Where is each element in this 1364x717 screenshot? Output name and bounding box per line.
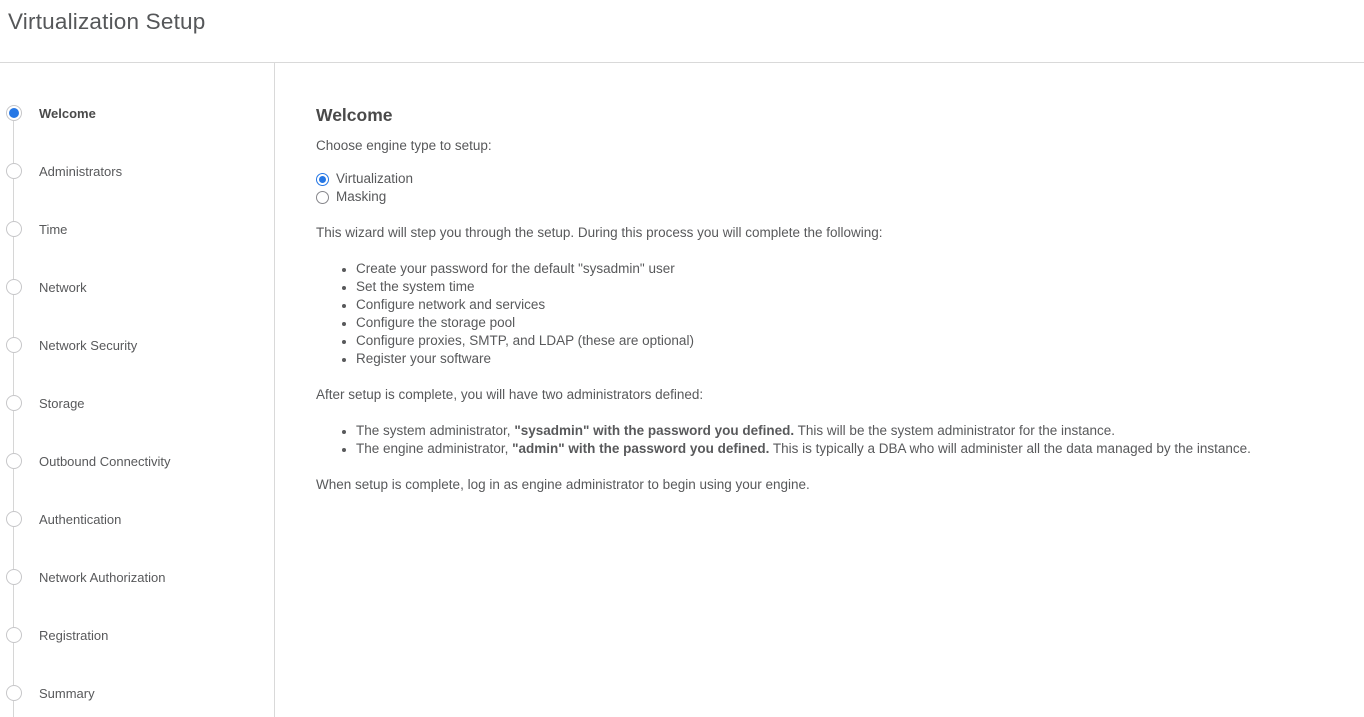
- list-item: [356, 422, 1334, 440]
- wizard-content-pane: [275, 63, 1364, 717]
- admin-text-prefix: The engine administrator,: [356, 441, 513, 456]
- sidebar-item-label: Outbound Connectivity: [39, 453, 171, 469]
- step-radio-unselected-icon: [6, 337, 22, 353]
- admin-list: [316, 422, 1334, 458]
- wizard-step-sidebar: [0, 63, 275, 717]
- sidebar-item-label: Network Security: [39, 337, 138, 353]
- engine-option-virtualization[interactable]: [316, 170, 1334, 188]
- sidebar-item-summary[interactable]: [0, 664, 274, 717]
- admin-text-suffix: This is typically a DBA who will administer all the data managed by the instance.: [769, 441, 1251, 456]
- step-radio-unselected-icon: [6, 685, 22, 701]
- sidebar-item-label: Storage: [39, 395, 85, 411]
- sidebar-item-network-authorization[interactable]: [0, 548, 274, 606]
- sidebar-item-label: Administrators: [39, 163, 123, 179]
- sidebar-item-time[interactable]: [0, 200, 274, 258]
- step-radio-unselected-icon: [6, 453, 22, 469]
- sidebar-item-label: Network: [39, 279, 87, 295]
- page-header: [0, 0, 1364, 63]
- choose-engine-label: Choose engine type to setup:: [316, 138, 492, 153]
- page-title: Virtualization Setup: [8, 9, 206, 34]
- step-radio-unselected-icon: [6, 627, 22, 643]
- admin-text-prefix: The system administrator,: [356, 423, 515, 438]
- sidebar-item-label: Registration: [39, 627, 109, 643]
- step-radio-unselected-icon: [6, 395, 22, 411]
- step-radio-unselected-icon: [6, 511, 22, 527]
- sidebar-item-label: Network Authorization: [39, 569, 166, 585]
- sidebar-item-administrators[interactable]: [0, 142, 274, 200]
- sidebar-item-label: Summary: [39, 685, 95, 701]
- wizard-outro-text: When setup is complete, log in as engine administrator to begin using your engine.: [316, 477, 810, 492]
- sidebar-item-network[interactable]: [0, 258, 274, 316]
- sidebar-item-label: Authentication: [39, 511, 122, 527]
- step-radio-unselected-icon: [6, 569, 22, 585]
- wizard-intro-text: This wizard will step you through the setup. During this process you will complete the following:: [316, 225, 883, 240]
- engine-type-radio-group: [316, 170, 1334, 206]
- sidebar-item-welcome[interactable]: [0, 84, 274, 142]
- radio-label: Virtualization: [336, 171, 414, 186]
- sidebar-item-label: Time: [39, 221, 68, 237]
- list-item: [356, 440, 1334, 458]
- sidebar-item-storage[interactable]: [0, 374, 274, 432]
- admins-intro-text: After setup is complete, you will have two administrators defined:: [316, 387, 704, 402]
- content-heading: Welcome: [316, 105, 393, 125]
- radio-label: Masking: [336, 189, 387, 204]
- sidebar-item-network-security[interactable]: [0, 316, 274, 374]
- list-item: • Configure proxies, SMTP, and LDAP (these are optional): [356, 332, 1334, 350]
- sidebar-item-label: Welcome: [39, 105, 96, 121]
- step-radio-unselected-icon: [6, 279, 22, 295]
- admin-text-bold: "sysadmin" with the password you defined.: [514, 423, 795, 438]
- list-item: • Create your password for the default "sysadmin" user: [356, 260, 1334, 278]
- sidebar-item-authentication[interactable]: [0, 490, 274, 548]
- radio-selected-icon[interactable]: [316, 173, 329, 186]
- step-radio-unselected-icon: [6, 163, 22, 179]
- engine-option-masking[interactable]: [316, 188, 1334, 206]
- list-item: • Register your software: [356, 350, 1334, 368]
- step-radio-selected-icon: [6, 105, 22, 121]
- step-radio-unselected-icon: [6, 221, 22, 237]
- sidebar-item-registration[interactable]: [0, 606, 274, 664]
- sidebar-item-outbound-connectivity[interactable]: [0, 432, 274, 490]
- setup-task-list: [316, 260, 1334, 368]
- radio-dot-icon: [9, 108, 19, 118]
- wizard-layout: [0, 63, 1364, 717]
- admin-text-bold: "admin" with the password you defined.: [512, 441, 770, 456]
- list-item: • Configure network and services: [356, 296, 1334, 314]
- list-item: • Configure the storage pool: [356, 314, 1334, 332]
- admin-text-suffix: This will be the system administrator for the instance.: [794, 423, 1116, 438]
- radio-unselected-icon[interactable]: [316, 191, 329, 204]
- list-item: • Set the system time: [356, 278, 1334, 296]
- radio-dot-icon: [319, 176, 326, 183]
